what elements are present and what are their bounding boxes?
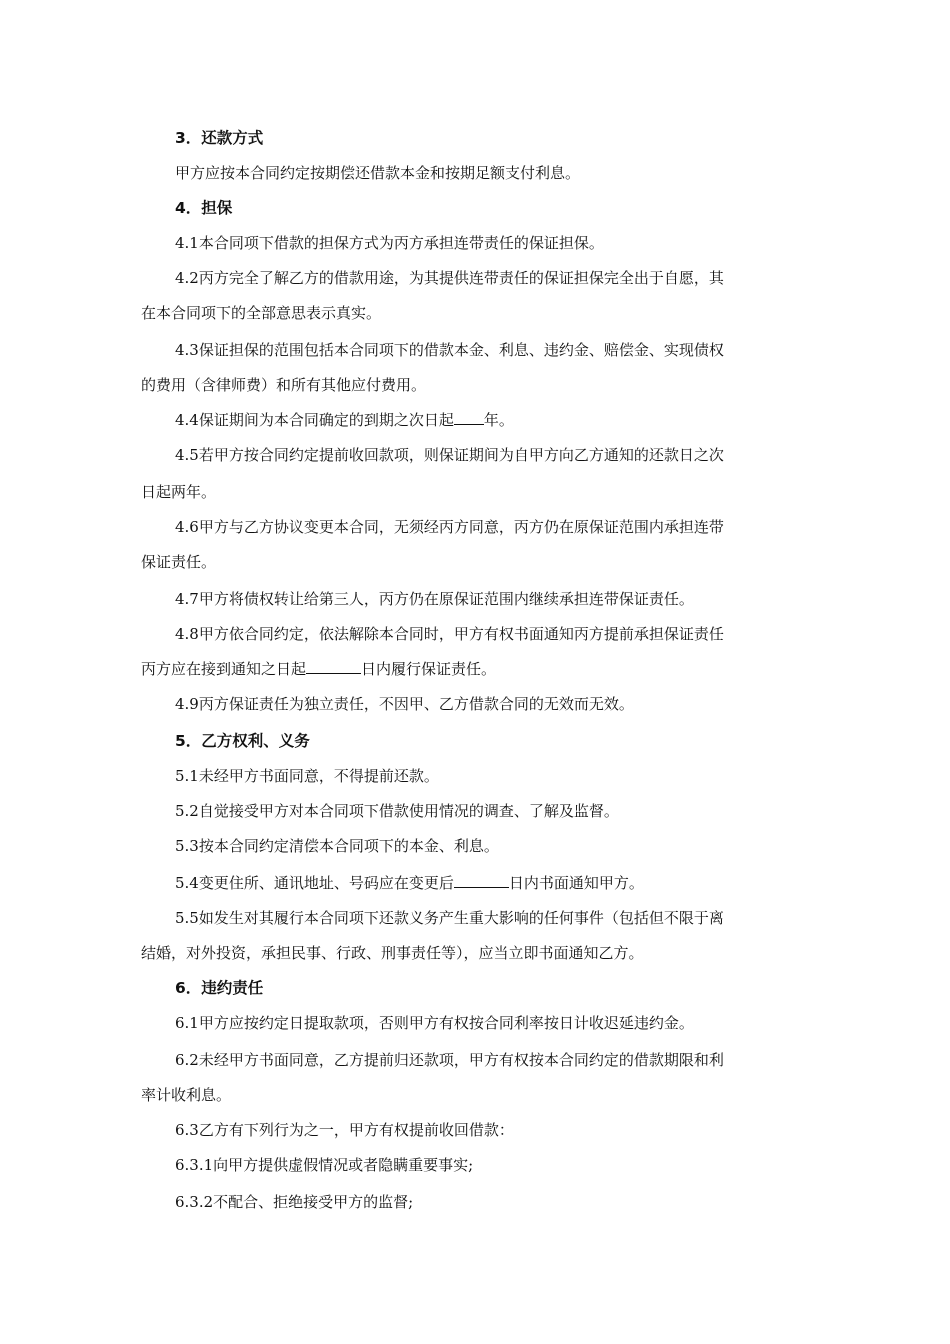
clause-5-3: 5.3按本合同约定清偿本合同项下的本金、利息。 — [175, 837, 499, 855]
clause-5-4 — [175, 873, 644, 893]
clause-4-4-blank-field — [454, 410, 484, 425]
clause-4-4-text-before: 4.4保证期间为本合同确定的到期之次日起 — [175, 411, 454, 429]
clause-4-9: 4.9丙方保证责任为独立责任，不因甲、乙方借款合同的无效而无效。 — [175, 695, 634, 713]
section-4-heading: 4．担保 — [175, 199, 233, 217]
clause-4-4 — [175, 410, 514, 430]
clause-4-1: 4.1本合同项下借款的担保方式为丙方承担连带责任的保证担保。 — [175, 234, 604, 252]
clause-6-3-2: 6.3.2不配合、拒绝接受甲方的监督; — [175, 1193, 414, 1211]
clause-6-3-1: 6.3.1向甲方提供虚假情况或者隐瞒重要事实; — [175, 1156, 474, 1174]
clause-4-8-blank-field — [306, 659, 361, 674]
clause-4-5-line-2: 日起两年。 — [141, 483, 217, 501]
clause-6-2-line-1: 6.2未经甲方书面同意，乙方提前归还款项，甲方有权按本合同约定的借款期限和利 — [175, 1051, 724, 1069]
clause-5-5-line-1: 5.5如发生对其履行本合同项下还款义务产生重大影响的任何事件（包括但不限于离 — [175, 909, 724, 927]
clause-4-8-text-after: 日内履行保证责任。 — [361, 660, 497, 678]
section-3-heading: 3．还款方式 — [175, 129, 264, 147]
clause-4-4-text-after: 年。 — [483, 411, 514, 429]
clause-6-2-line-2: 率计收利息。 — [141, 1086, 232, 1104]
clause-5-4-blank-field — [454, 873, 509, 888]
clause-4-6-line-2: 保证责任。 — [141, 553, 217, 571]
section-5-heading: 5．乙方权利、义务 — [175, 732, 310, 750]
clause-5-4-text-before: 5.4变更住所、通讯地址、号码应在变更后 — [175, 874, 454, 892]
clause-6-3: 6.3乙方有下列行为之一，甲方有权提前收回借款： — [175, 1121, 514, 1139]
clause-5-2: 5.2自觉接受甲方对本合同项下借款使用情况的调查、了解及监督。 — [175, 802, 619, 820]
clause-4-2-line-2: 在本合同项下的全部意思表示真实。 — [141, 304, 382, 322]
clause-4-7: 4.7甲方将债权转让给第三人，丙方仍在原保证范围内继续承担连带保证责任。 — [175, 590, 694, 608]
clause-5-1: 5.1未经甲方书面同意，不得提前还款。 — [175, 767, 439, 785]
clause-4-5-line-1: 4.5若甲方按合同约定提前收回款项，则保证期间为自甲方向乙方通知的还款日之次 — [175, 446, 724, 464]
clause-6-1: 6.1甲方应按约定日提取款项，否则甲方有权按合同利率按日计收迟延违约金。 — [175, 1014, 694, 1032]
section-6-heading: 6．违约责任 — [175, 979, 264, 997]
paragraph-3-body: 甲方应按本合同约定按期偿还借款本金和按期足额支付利息。 — [175, 164, 581, 182]
clause-4-8-line-1: 4.8甲方依合同约定，依法解除本合同时，甲方有权书面通知丙方提前承担保证责任 — [175, 625, 724, 643]
clause-4-3-line-2: 的费用（含律师费）和所有其他应付费用。 — [141, 376, 427, 394]
clause-5-5-line-2: 结婚，对外投资，承担民事、行政、刑事责任等），应当立即书面通知乙方。 — [141, 944, 644, 962]
clause-4-2-line-1: 4.2丙方完全了解乙方的借款用途，为其提供连带责任的保证担保完全出于自愿，其 — [175, 269, 724, 287]
clause-4-8-line-2 — [141, 659, 496, 679]
clause-4-3-line-1: 4.3保证担保的范围包括本合同项下的借款本金、利息、违约金、赔偿金、实现债权 — [175, 341, 724, 359]
clause-5-4-text-after: 日内书面通知甲方。 — [508, 874, 644, 892]
clause-4-8-text-before: 丙方应在接到通知之日起 — [141, 660, 307, 678]
clause-4-6-line-1: 4.6甲方与乙方协议变更本合同，无须经丙方同意，丙方仍在原保证范围内承担连带 — [175, 518, 724, 536]
